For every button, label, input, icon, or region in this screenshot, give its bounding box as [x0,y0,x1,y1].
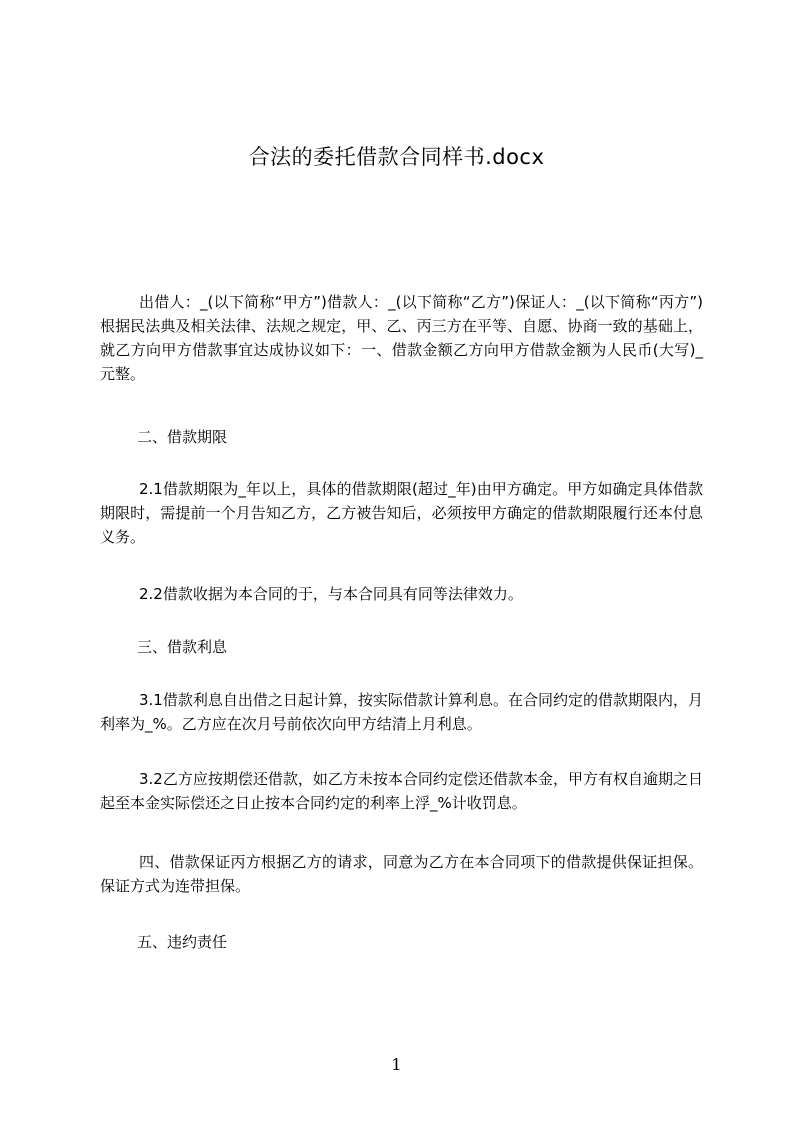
clause-2-1: 2.1借款期限为_年以上，具体的借款期限(超过_年)由甲方确定。甲方如确定具体借款期限时，需提前一个月告知乙方，乙方被告知后，必须按甲方确定的借款期限履行还本付息义务。 [100,480,703,546]
section-4-paragraph: 四、借款保证丙方根据乙方的请求，同意为乙方在本合同项下的借款提供保证担保。保证方式为连带担保。 [100,853,703,895]
document-title: 合法的委托借款合同样书.docx [248,145,545,169]
clause-2-2: 2.2借款收据为本合同的于，与本合同具有同等法律效力。 [139,585,523,603]
intro-paragraph: 出借人：_(以下简称“甲方”)借款人：_(以下简称“乙方”)保证人：_(以下简称“丙方”)根据民法典及相关法律、法规之规定，甲、乙、丙三方在平等、自愿、协商一致的基础上，就乙方向甲方借款事宜达成协议如下：一、借款金额乙方向甲方借款金额为人民币(大写)_元整。 [100,293,703,383]
clause-3-1: 3.1借款利息自出借之日起计算，按实际借款计算利息。在合同约定的借款期限内，月利率为_%。乙方应在次月号前依次向甲方结清上月利息。 [100,691,703,733]
section-2-heading: 二、借款期限 [137,428,228,446]
page-number: 1 [391,1055,402,1074]
section-3-heading: 三、借款利息 [137,638,228,656]
section-5-heading: 五、违约责任 [137,933,228,951]
clause-3-2: 3.2乙方应按期偿还借款，如乙方未按本合同约定偿还借款本金，甲方有权自逾期之日起至本金实际偿还之日止按本合同约定的利率上浮_%计收罚息。 [100,770,703,812]
